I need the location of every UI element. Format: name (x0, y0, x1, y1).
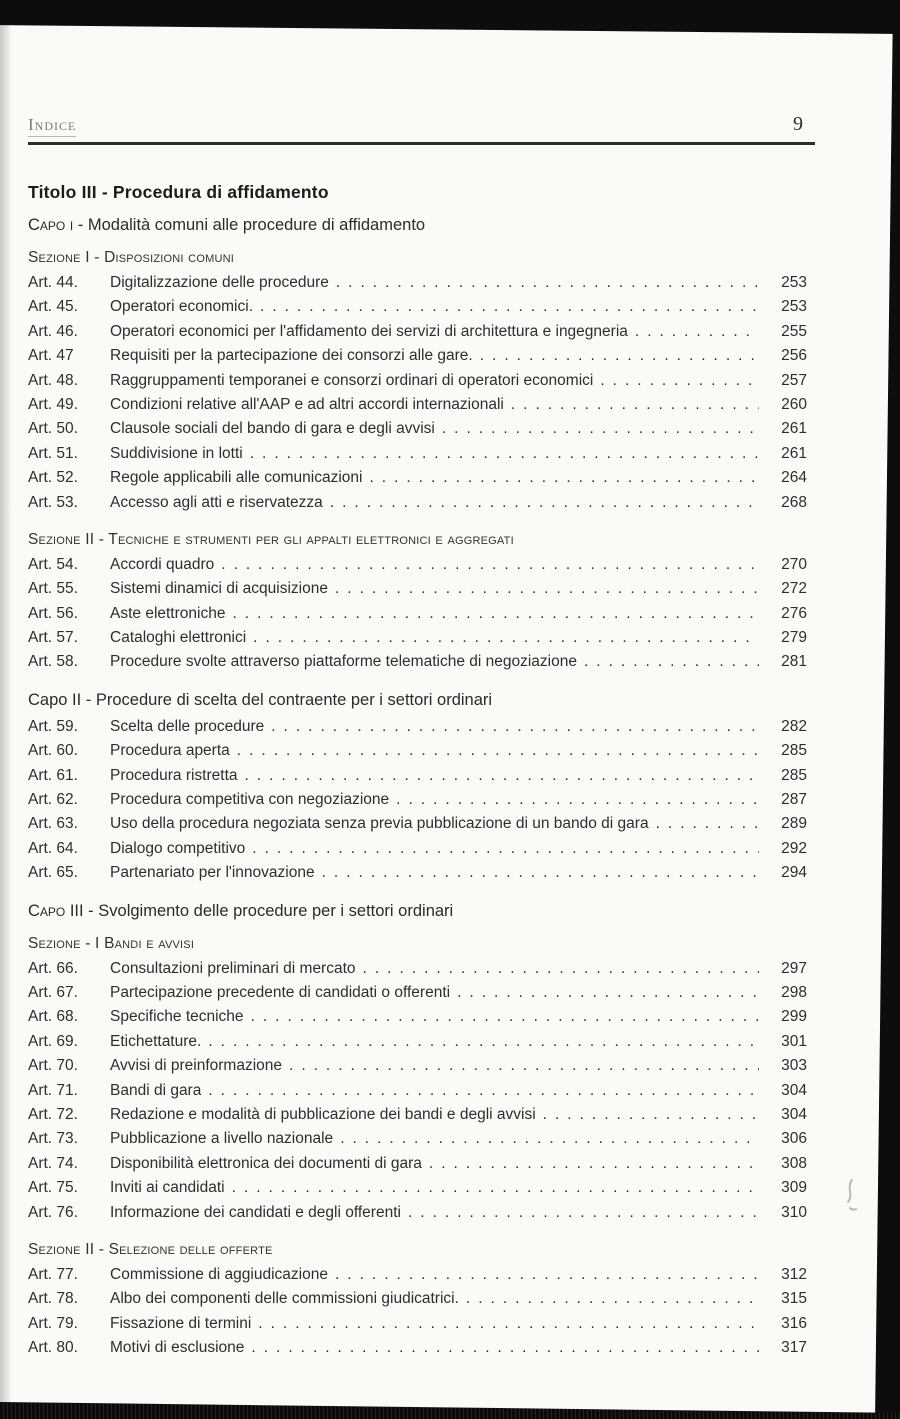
dot-leader (330, 494, 759, 512)
chapter-heading-prefix: Capo (28, 901, 66, 920)
section-heading: Sezione II - Selezione delle offerte (28, 1240, 273, 1258)
toc-entry-row (28, 1106, 807, 1130)
article-number: Art. 59. (28, 717, 78, 735)
dot-leader (250, 445, 759, 463)
page-number-ref: 253 (781, 274, 807, 291)
dot-leader (511, 396, 759, 414)
article-number: Art. 47 (28, 347, 74, 365)
page-number-ref: 255 (781, 322, 807, 340)
chapter-heading (28, 690, 807, 711)
dot-leader (260, 298, 759, 316)
toc-entry-row (28, 1008, 807, 1032)
dot-leader (336, 274, 759, 292)
toc-entry-row (28, 420, 807, 444)
toc-entry-row (28, 298, 807, 322)
toc-entry-row (28, 347, 807, 371)
page-number-ref: 301 (781, 1032, 807, 1050)
dot-leader (245, 767, 760, 785)
dot-leader (251, 1339, 759, 1357)
chapter-heading-text: - Modalità comuni alle procedure di affidamento (73, 216, 426, 234)
toc-entry-row (28, 653, 807, 677)
article-title: Regole applicabili alle comunicazioni (110, 469, 363, 487)
dot-leader (253, 629, 759, 647)
article-title: Procedure svolte attraverso piattaforme telematiche di negoziazione (110, 653, 577, 671)
pencil-mark (838, 1178, 864, 1228)
toc-entry-row (28, 742, 807, 766)
dot-leader (584, 653, 759, 671)
page-number-ref: 256 (781, 347, 807, 365)
toc-entry-row (28, 1315, 807, 1339)
page-number-ref: 292 (781, 839, 807, 857)
dot-leader (258, 1315, 759, 1333)
article-number: Art. 74. (28, 1154, 78, 1172)
article-number: Art. 58. (28, 653, 78, 671)
page-number-ref: 312 (781, 1265, 807, 1283)
chapter-heading-text: Capo II - Procedure di scelta del contraente per i settori ordinari (28, 690, 493, 709)
article-title: Uso della procedura negoziata senza previa pubblicazione di un bando di gara (110, 815, 649, 833)
page-number-ref: 279 (781, 629, 807, 647)
article-title: Inviti ai candidati (110, 1179, 225, 1197)
page-number-ref: 285 (781, 742, 807, 760)
document-title: Titolo III - Procedura di affidamento (28, 182, 329, 202)
toc-entry-group (28, 556, 807, 678)
article-title: Specifiche tecniche (110, 1008, 244, 1026)
article-title: Commissione di aggiudicazione (110, 1265, 328, 1283)
section-heading: Sezione I - Disposizioni comuni (28, 249, 234, 266)
dot-leader (289, 1057, 759, 1075)
toc-entry-group (28, 1266, 807, 1364)
page-number-ref: 285 (781, 766, 807, 784)
toc-entry-row (28, 629, 807, 653)
page-number-ref: 272 (781, 580, 807, 598)
article-title: Scelta delle procedure (110, 717, 265, 735)
dot-leader (396, 791, 759, 809)
scan-black-band-right (874, 24, 900, 1419)
page-number-ref: 303 (781, 1057, 807, 1075)
toc-entry-row (28, 1179, 807, 1203)
page-number-ref: 261 (781, 420, 807, 438)
page-header (28, 113, 815, 145)
page-number-ref: 309 (781, 1179, 807, 1197)
article-title: Sistemi dinamici di acquisizione (110, 580, 328, 598)
article-title: Digitalizzazione delle procedure (110, 274, 329, 291)
dot-leader (340, 1130, 759, 1148)
article-number: Art. 45. (28, 298, 78, 316)
dot-leader (466, 1290, 759, 1308)
page-number-ref: 315 (781, 1290, 807, 1308)
article-title: Aste elettroniche (110, 604, 226, 622)
toc-entry-row (28, 1290, 807, 1314)
article-number: Art. 73. (28, 1130, 78, 1148)
toc-body (28, 181, 815, 1363)
article-number: Art. 51. (28, 444, 78, 462)
page-number-ref: 316 (781, 1314, 807, 1332)
page-number-ref: 299 (781, 1008, 807, 1026)
article-title: Pubblicazione a livello nazionale (110, 1130, 334, 1148)
toc-entry-row (28, 556, 807, 580)
toc-entry-group (28, 718, 807, 889)
article-title: Procedura competitiva con negoziazione (110, 791, 390, 809)
article-title: Albo dei componenti delle commissioni giudicatrici. (110, 1290, 459, 1308)
page-number-ref: 298 (781, 983, 807, 1001)
article-title: Clausole sociali del bando di gara e degli avvisi (110, 420, 435, 438)
toc-entry-row (28, 840, 807, 864)
article-title: Requisiti per la partecipazione dei consorzi alle gare. (110, 347, 473, 365)
chapter-heading (28, 901, 807, 922)
article-number: Art. 46. (28, 322, 78, 340)
page-number-ref: 294 (781, 864, 807, 882)
dot-leader (208, 1082, 759, 1100)
page-number-ref: 310 (781, 1203, 807, 1221)
dot-leader (271, 718, 759, 736)
toc-entry-row (28, 1057, 807, 1081)
section-heading: Sezione - I Bandi e avvisi (28, 934, 195, 952)
article-title: Consultazioni preliminari di mercato (110, 959, 356, 977)
article-number: Art. 65. (28, 864, 78, 882)
article-number: Art. 53. (28, 493, 78, 511)
toc-entry-row (28, 323, 807, 347)
dot-leader (208, 1033, 759, 1051)
toc-entry-row (28, 1033, 807, 1057)
dot-leader (600, 372, 759, 390)
page-number-ref: 261 (781, 444, 807, 462)
dot-leader (322, 864, 759, 882)
page-content (28, 0, 815, 1363)
article-number: Art. 78. (28, 1290, 78, 1308)
article-number: Art. 67. (28, 983, 78, 1001)
page-number-ref: 276 (781, 604, 807, 622)
page-number-ref: 257 (781, 371, 807, 389)
toc-entry-row (28, 960, 807, 984)
article-number: Art. 60. (28, 742, 78, 760)
article-number: Art. 54. (28, 555, 78, 573)
article-number: Art. 52. (28, 469, 78, 487)
article-title: Partecipazione precedente di candidati o offerenti (110, 983, 451, 1001)
toc-entry-row (28, 580, 807, 604)
toc-entry-row (28, 469, 807, 493)
dot-leader (221, 556, 759, 574)
toc-entry-row (28, 1130, 807, 1154)
article-title: Motivi di esclusione (110, 1339, 245, 1357)
section-heading: Sezione II - Tecniche e strumenti per gli appalti elettronici e aggregati (28, 530, 514, 548)
article-number: Art. 56. (28, 604, 78, 622)
dot-leader (251, 1008, 759, 1026)
toc-entry-row (28, 445, 807, 469)
article-title: Disponibilità elettronica dei documenti di gara (110, 1154, 422, 1172)
dot-leader (237, 742, 759, 760)
article-number: Art. 63. (28, 815, 78, 833)
article-number: Art. 48. (28, 371, 78, 389)
article-number: Art. 76. (28, 1203, 78, 1221)
article-title: Operatori economici. (110, 298, 254, 316)
article-title: Redazione e modalità di pubblicazione dei bandi e degli avvisi (110, 1105, 536, 1123)
article-title: Accesso agli atti e riservatezza (110, 493, 323, 511)
dot-leader (335, 1266, 759, 1284)
article-title: Informazione dei candidati e degli offerenti (110, 1203, 401, 1221)
dot-leader (635, 323, 759, 341)
toc-entry-row (28, 396, 807, 420)
article-number: Art. 49. (28, 395, 78, 413)
article-title: Avvisi di preinformazione (110, 1057, 283, 1075)
folio-page-number: 9 (793, 113, 803, 135)
article-title: Procedura aperta (110, 742, 230, 760)
scan-black-band-bottom (0, 1398, 900, 1419)
toc-entry-row (28, 791, 807, 815)
chapter-heading-prefix: Capo i (28, 216, 74, 234)
dot-leader (232, 605, 759, 623)
article-number: Art. 57. (28, 629, 78, 647)
toc-entry-row (28, 372, 807, 396)
article-number: Art. 61. (28, 766, 78, 784)
chapter-heading (28, 215, 807, 236)
toc-entry-row (28, 274, 807, 298)
page-number-ref: 289 (781, 815, 807, 833)
article-title: Procedura ristretta (110, 766, 238, 784)
dot-leader (543, 1106, 759, 1124)
article-title: Operatori economici per l'affidamento dei servizi di architettura e ingegneria (110, 322, 628, 340)
page-number-ref: 297 (781, 959, 807, 977)
dot-leader (232, 1179, 759, 1197)
article-number: Art. 68. (28, 1008, 78, 1026)
dot-leader (480, 347, 759, 365)
toc-entry-row (28, 984, 807, 1008)
running-title: Indice (28, 115, 76, 137)
toc-entry-row (28, 1082, 807, 1106)
page-number-ref: 317 (781, 1339, 807, 1357)
article-title: Cataloghi elettronici (110, 629, 247, 647)
article-title: Raggruppamenti temporanei e consorzi ordinari di operatori economici (110, 371, 594, 389)
dot-leader (369, 469, 759, 487)
toc-entry-row (28, 864, 807, 888)
page-number-ref: 264 (781, 469, 807, 487)
article-title: Fissazione di termini (110, 1314, 252, 1332)
toc-entry-row (28, 494, 807, 518)
article-title: Condizioni relative all'AAP e ad altri accordi internazionali (110, 395, 504, 413)
toc-entry-row (28, 1339, 807, 1363)
page-number-ref: 304 (781, 1081, 807, 1099)
article-number: Art. 50. (28, 420, 78, 438)
article-title: Suddivisione in lotti (110, 444, 243, 462)
dot-leader (429, 1155, 759, 1173)
toc-entry-group (28, 960, 807, 1228)
toc-entry-row (28, 815, 807, 839)
article-title: Accordi quadro (110, 555, 215, 573)
article-number: Art. 64. (28, 839, 78, 857)
article-number: Art. 75. (28, 1179, 78, 1197)
article-title: Bandi di gara (110, 1081, 202, 1099)
page-number-ref: 268 (781, 493, 807, 511)
article-number: Art. 55. (28, 580, 78, 598)
page-number-ref: 304 (781, 1105, 807, 1123)
scan-shadow-left-edge (0, 24, 12, 1407)
article-number: Art. 69. (28, 1032, 78, 1050)
dot-leader (408, 1204, 759, 1222)
page-number-ref: 260 (781, 395, 807, 413)
article-number: Art. 44. (28, 274, 78, 291)
article-title: Dialogo competitivo (110, 839, 246, 857)
article-title: Partenariato per l'innovazione (110, 864, 315, 882)
page-number-ref: 287 (781, 791, 807, 809)
article-title: Etichettature. (110, 1032, 202, 1050)
chapter-heading-text: III - Svolgimento delle procedure per i settori ordinari (65, 901, 454, 920)
dot-leader (335, 580, 759, 598)
toc-entry-row (28, 1266, 807, 1290)
article-number: Art. 80. (28, 1339, 78, 1357)
article-number: Art. 70. (28, 1057, 78, 1075)
article-number: Art. 66. (28, 959, 78, 977)
page-number-ref: 306 (781, 1130, 807, 1148)
article-number: Art. 71. (28, 1081, 78, 1099)
toc-entry-group (28, 274, 807, 518)
article-number: Art. 72. (28, 1105, 78, 1123)
page-number-ref: 308 (781, 1154, 807, 1172)
dot-leader (252, 840, 759, 858)
dot-leader (656, 815, 759, 833)
toc-entry-row (28, 718, 807, 742)
article-number: Art. 77. (28, 1265, 78, 1283)
toc-entry-row (28, 1204, 807, 1228)
article-number: Art. 62. (28, 791, 78, 809)
article-number: Art. 79. (28, 1314, 78, 1332)
toc-entry-row (28, 1155, 807, 1179)
dot-leader (442, 420, 759, 438)
toc-entry-row (28, 605, 807, 629)
dot-leader (363, 960, 759, 978)
toc-entry-row (28, 767, 807, 791)
page-number-ref: 282 (781, 717, 807, 735)
page-number-ref: 281 (781, 653, 807, 671)
dot-leader (457, 984, 759, 1002)
page-number-ref: 253 (781, 298, 807, 316)
page-number-ref: 270 (781, 555, 807, 573)
